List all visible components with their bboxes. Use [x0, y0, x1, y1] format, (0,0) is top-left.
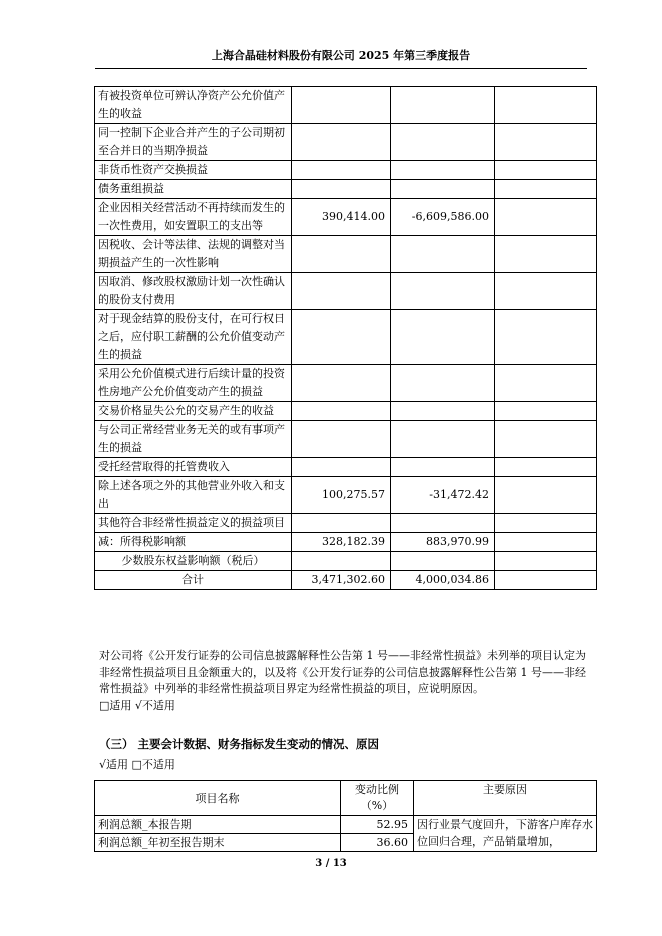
value-cell [292, 552, 391, 571]
non-recurring-gains-table [94, 86, 597, 590]
table-row [95, 161, 597, 180]
value-cell [292, 310, 391, 365]
value-cell: 4,000,034.86 [391, 571, 495, 590]
value-cell [391, 552, 495, 571]
label-cell: 与公司正常经营业务无关的或有事项产生的损益 [95, 421, 292, 458]
item-cell: 利润总额_年初至报告期末 [95, 834, 341, 852]
table-row [95, 458, 597, 477]
note-cell [495, 273, 597, 310]
item-cell: 利润总额_本报告期 [95, 816, 341, 834]
value-cell [292, 421, 391, 458]
value-cell [292, 365, 391, 402]
label-cell: 有被投资单位可辨认净资产公允价值产生的收益 [95, 87, 292, 124]
label-cell: 因取消、修改股权激励计划一次性确认的股份支付费用 [95, 273, 292, 310]
change-reason-table [94, 780, 597, 852]
value-cell [292, 402, 391, 421]
table-row [95, 273, 597, 310]
table-header-row [95, 781, 597, 816]
note-cell [495, 514, 597, 533]
note-cell [495, 180, 597, 199]
value-cell [391, 161, 495, 180]
label-cell: 债务重组损益 [95, 180, 292, 199]
value-cell [292, 124, 391, 161]
label-cell: 对于现金结算的股份支付，在可行权日之后，应付职工薪酬的公允价值变动产生的损益 [95, 310, 292, 365]
table-row [95, 402, 597, 421]
value-cell [391, 402, 495, 421]
note-cell [495, 533, 597, 552]
value-cell: 100,275.57 [292, 477, 391, 514]
value-cell [292, 161, 391, 180]
note-cell [495, 199, 597, 236]
label-cell: 少数股东权益影响额（税后） [95, 552, 292, 571]
note-cell [495, 236, 597, 273]
value-cell [292, 458, 391, 477]
table-row [95, 533, 597, 552]
note-cell [495, 458, 597, 477]
label-cell: 合计 [95, 571, 292, 590]
table-row [95, 180, 597, 199]
value-cell [292, 87, 391, 124]
value-cell [391, 273, 495, 310]
table-row [95, 571, 597, 590]
label-cell: 其他符合非经常性损益定义的损益项目 [95, 514, 292, 533]
table-row [95, 124, 597, 161]
note-cell [495, 310, 597, 365]
value-cell [292, 180, 391, 199]
value-cell [292, 236, 391, 273]
table-row [95, 199, 597, 236]
section-applicability: √适用 □不适用 [99, 758, 175, 771]
table-row [95, 477, 597, 514]
value-cell [292, 514, 391, 533]
table-row [95, 552, 597, 571]
note-text: 对公司将《公开发行证券的公司信息披露解释性公告第 1 号——非经常性损益》未列举的项目认定为非经常性损益项目且金额重大的，以及将《公开发行证券的公司信息披露解释性公告第 1 号——非经常性损益》中列举的非经常性损益项目界定为经常性损益的项目，应说明原因。 [99, 649, 586, 695]
value-cell [391, 365, 495, 402]
page-header: 上海合晶硅材料股份有限公司 2025 年第三季度报告 [95, 47, 587, 69]
value-cell [292, 273, 391, 310]
reason-header: 主要原因 [414, 781, 597, 816]
label-cell: 非货币性资产交换损益 [95, 161, 292, 180]
ratio-header: 变动比例（%） [341, 781, 414, 816]
note-cell [495, 124, 597, 161]
note-cell [495, 421, 597, 458]
value-cell [391, 458, 495, 477]
label-cell: 减：所得税影响额 [95, 533, 292, 552]
label-cell: 除上述各项之外的其他营业外收入和支出 [95, 477, 292, 514]
value-cell: -31,472.42 [391, 477, 495, 514]
note-cell [495, 161, 597, 180]
value-cell [391, 514, 495, 533]
value-cell: 328,182.39 [292, 533, 391, 552]
explanation-note [99, 648, 591, 714]
label-cell: 交易价格显失公允的交易产生的收益 [95, 402, 292, 421]
note-cell [495, 402, 597, 421]
value-cell [391, 87, 495, 124]
ratio-cell: 52.95 [341, 816, 414, 834]
value-cell [391, 236, 495, 273]
table-row [95, 236, 597, 273]
section-title: （三） 主要会计数据、财务指标发生变动的情况、原因 [99, 737, 380, 751]
value-cell [391, 180, 495, 199]
table-row [95, 514, 597, 533]
table-row [95, 421, 597, 458]
table-row [95, 310, 597, 365]
note-cell [495, 552, 597, 571]
value-cell: 883,970.99 [391, 533, 495, 552]
note-applicability: □适用 √不适用 [99, 698, 175, 712]
note-cell [495, 365, 597, 402]
value-cell: 390,414.00 [292, 199, 391, 236]
item-header: 项目名称 [95, 781, 341, 816]
value-cell: -6,609,586.00 [391, 199, 495, 236]
label-cell: 因税收、会计等法律、法规的调整对当期损益产生的一次性影响 [95, 236, 292, 273]
note-cell [495, 571, 597, 590]
table-row [95, 87, 597, 124]
value-cell [391, 421, 495, 458]
table-row [95, 365, 597, 402]
note-cell [495, 87, 597, 124]
label-cell: 采用公允价值模式进行后续计量的投资性房地产公允价值变动产生的损益 [95, 365, 292, 402]
label-cell: 企业因相关经营活动不再持续而发生的一次性费用，如安置职工的支出等 [95, 199, 292, 236]
label-cell: 同一控制下企业合并产生的子公司期初至合并日的当期净损益 [95, 124, 292, 161]
label-cell: 受托经营取得的托管费收入 [95, 458, 292, 477]
page-number: 3 / 13 [315, 858, 347, 869]
value-cell [391, 124, 495, 161]
value-cell: 3,471,302.60 [292, 571, 391, 590]
reason-cell: 因行业景气度回升，下游客户库存水位回归合理，产品销量增加， [414, 816, 597, 852]
note-cell [495, 477, 597, 514]
table-row [95, 816, 597, 834]
value-cell [391, 310, 495, 365]
ratio-cell: 36.60 [341, 834, 414, 852]
